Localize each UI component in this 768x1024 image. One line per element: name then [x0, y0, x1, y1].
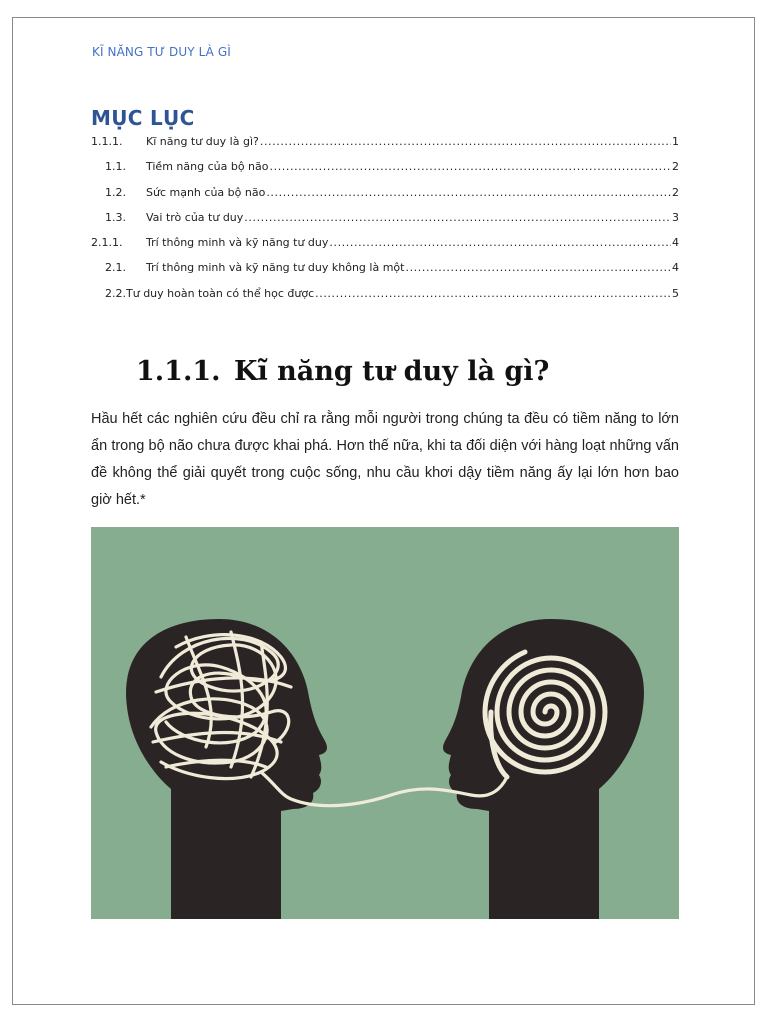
toc-entry-text: Kĩ năng tư duy là gì? [146, 135, 259, 148]
toc-title: MỤC LỤC [91, 106, 195, 130]
toc-entry-text: Trí thông minh và kỹ năng tư duy [146, 236, 329, 250]
toc-entry[interactable] [91, 287, 679, 312]
toc-entry[interactable] [91, 211, 679, 236]
toc-entry[interactable] [91, 236, 679, 261]
toc-dot-leader [244, 211, 671, 224]
toc-entry-page: 4 [672, 236, 679, 250]
body-paragraph: Hầu hết các nghiên cứu đều chỉ ra rằng mỗi người trong chúng ta đều có tiềm năng to lớn ẩn trong bộ não chưa được khai phá. Hơn thế nữa, khi ta đối diện với hàng loạt những vấn đề không thể giải quyết trong cuộc sống, nhu cầu khơi dậy tiềm năng ấy lại lớn hơn bao giờ hết.* [91, 411, 679, 508]
toc-entry-page: 2 [672, 160, 679, 174]
toc-entry-text: Tiềm năng của bộ não [146, 160, 269, 174]
section-heading [136, 356, 549, 387]
toc-entry[interactable] [91, 160, 679, 185]
toc-entry-page: 3 [672, 210, 679, 224]
toc-dot-leader [405, 261, 671, 274]
toc-dot-leader [260, 135, 671, 148]
toc-entry-number: 2.1. [105, 261, 126, 275]
toc-dot-leader [315, 287, 671, 300]
toc-entry-text: Tư duy hoàn toàn có thể học được [126, 286, 315, 300]
table-of-contents [91, 135, 679, 312]
toc-dot-leader [266, 186, 671, 199]
section-heading-number: 1.1.1. [136, 356, 221, 387]
document-page [12, 17, 755, 1005]
toc-entry-number: 2.2. [105, 286, 126, 300]
toc-entry-page: 1 [672, 135, 679, 148]
toc-entry-text: Vai trò của tư duy [146, 210, 244, 224]
toc-entry-number: 1.1.1. [91, 135, 123, 148]
toc-entry-text: Trí thông minh và kỹ năng tư duy không là một [146, 261, 405, 275]
toc-entry[interactable] [91, 261, 679, 286]
toc-entry-page: 4 [672, 261, 679, 275]
toc-dot-leader [329, 236, 671, 249]
toc-dot-leader [270, 160, 672, 173]
toc-entry-page: 2 [672, 185, 679, 199]
toc-entry[interactable] [91, 186, 679, 211]
toc-entry-number: 1.3. [105, 210, 126, 224]
toc-entry-number: 1.2. [105, 185, 126, 199]
thinking-heads-illustration [91, 527, 679, 919]
toc-entry-page: 5 [672, 286, 679, 300]
toc-entry-number: 2.1.1. [91, 236, 123, 250]
toc-entry-number: 1.1. [105, 160, 126, 174]
toc-entry[interactable] [91, 135, 679, 160]
section-heading-text: Kĩ năng tư duy là gì? [234, 356, 550, 387]
toc-entry-text: Sức mạnh của bộ não [146, 185, 266, 199]
running-header: KĨ NĂNG TƯ DUY LÀ GÌ [92, 45, 231, 59]
